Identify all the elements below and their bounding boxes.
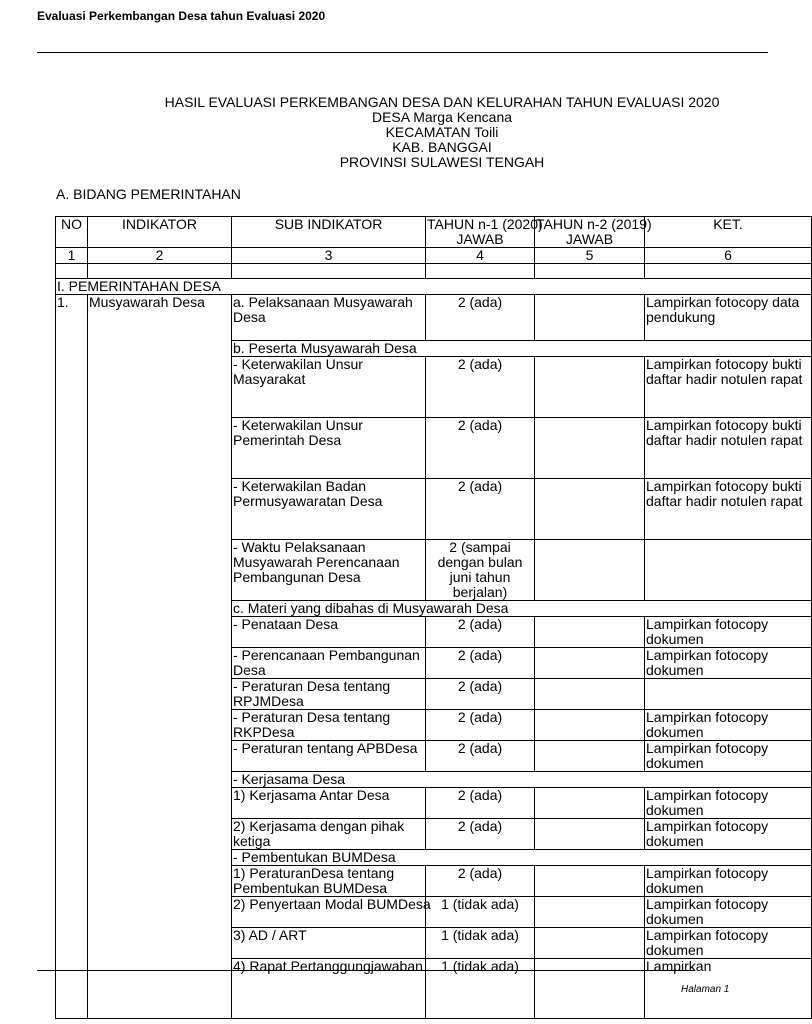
remark: Lampirkan bbox=[645, 959, 812, 1019]
regency-name: KAB. BANGGAI bbox=[392, 139, 492, 155]
table-row bbox=[56, 295, 812, 341]
remark: Lampirkan fotocopy dokumen bbox=[645, 788, 812, 819]
answer-n2 bbox=[535, 928, 645, 959]
sub-indicator: - Peraturan Desa tentang RPJMDesa bbox=[232, 679, 426, 710]
sub-indicator: 2) Penyertaan Modal BUMDesa bbox=[232, 897, 426, 928]
district-name: KECAMATAN Toili bbox=[385, 124, 499, 140]
answer-n1: 1 (tidak ada) bbox=[426, 897, 535, 928]
answer-n2 bbox=[535, 418, 645, 479]
sub-indicator: 2) Kerjasama dengan pihak ketiga bbox=[232, 819, 426, 850]
remark: Lampirkan fotocopy data pendukung bbox=[645, 295, 812, 341]
answer-n2 bbox=[535, 897, 645, 928]
answer-n2 bbox=[535, 710, 645, 741]
header-ket: KET. bbox=[645, 217, 812, 248]
header-tahun-n1-label: TAHUN n-1 (2020) bbox=[427, 216, 543, 232]
answer-n1: 2 (ada) bbox=[426, 648, 535, 679]
sub-indicator: - Peraturan tentang APBDesa bbox=[232, 741, 426, 772]
answer-n1: 2 (ada) bbox=[426, 418, 535, 479]
province-name: PROVINSI SULAWESI TENGAH bbox=[339, 154, 545, 170]
sub-indicator: - Penataan Desa bbox=[232, 617, 426, 648]
answer-n1: 2 (ada) bbox=[426, 866, 535, 897]
header-indikator: INDIKATOR bbox=[88, 217, 232, 248]
remark: Lampirkan fotocopy bukti daftar hadir notulen rapat bbox=[645, 479, 812, 540]
answer-n1: 2 (ada) bbox=[426, 788, 535, 819]
remark: Lampirkan fotocopy dokumen bbox=[645, 741, 812, 772]
answer-n2 bbox=[535, 959, 645, 1019]
header-tahun-n1-jawab: JAWAB bbox=[456, 231, 504, 247]
evaluation-table bbox=[55, 216, 812, 1019]
report-title-block bbox=[120, 95, 764, 170]
remark: Lampirkan fotocopy dokumen bbox=[645, 866, 812, 897]
sub-indicator: - Waktu Pelaksanaan Musyawarah Perencanaan Pembangunan Desa bbox=[232, 540, 426, 601]
header-divider bbox=[37, 52, 768, 53]
answer-n1: 2 (ada) bbox=[426, 357, 535, 418]
answer-n2 bbox=[535, 357, 645, 418]
indicator-name: Musyawarah Desa bbox=[88, 295, 232, 1019]
header-tahun-n2 bbox=[535, 216, 652, 248]
header-tahun-n1 bbox=[426, 216, 543, 248]
answer-n2 bbox=[535, 788, 645, 819]
answer-n1: 1 (tidak ada) bbox=[426, 928, 535, 959]
remark: Lampirkan fotocopy dokumen bbox=[645, 710, 812, 741]
sub-indicator: 1) Kerjasama Antar Desa bbox=[232, 788, 426, 819]
sub-indicator: - Perencanaan Pembangunan Desa bbox=[232, 648, 426, 679]
column-number: 1 bbox=[56, 248, 88, 264]
sub-indicator: - Keterwakilan Unsur Masyarakat bbox=[232, 357, 426, 418]
table-header-row bbox=[56, 217, 812, 248]
answer-n1: 2 (ada) bbox=[426, 479, 535, 540]
answer-n2 bbox=[535, 819, 645, 850]
header-no: NO bbox=[56, 217, 88, 248]
sub-indicator: - Keterwakilan Badan Permusyawaratan Desa bbox=[232, 479, 426, 540]
remark: Lampirkan fotocopy dokumen bbox=[645, 648, 812, 679]
answer-n1: 2 (ada) bbox=[426, 819, 535, 850]
answer-n1: 2 (ada) bbox=[426, 710, 535, 741]
column-number: 3 bbox=[232, 248, 426, 264]
sub-indicator: a. Pelaksanaan Musyawarah Desa bbox=[232, 295, 426, 341]
header-sub-indikator: SUB INDIKATOR bbox=[232, 217, 426, 248]
column-number: 6 bbox=[645, 248, 812, 264]
answer-n1: 2 (ada) bbox=[426, 295, 535, 341]
answer-n1: 2 (sampai dengan bulan juni tahun berjalan) bbox=[426, 540, 535, 601]
sub-indicator: - Keterwakilan Unsur Pemerintah Desa bbox=[232, 418, 426, 479]
remark bbox=[645, 540, 812, 601]
village-name: DESA Marga Kencana bbox=[371, 109, 513, 125]
sub-indicator: - Peraturan Desa tentang RKPDesa bbox=[232, 710, 426, 741]
answer-n1: 2 (ada) bbox=[426, 741, 535, 772]
section-heading: A. BIDANG PEMERINTAHAN bbox=[56, 186, 241, 202]
answer-n2 bbox=[535, 617, 645, 648]
answer-n2 bbox=[535, 295, 645, 341]
group-title-row bbox=[56, 279, 812, 295]
sub-indicator: 3) AD / ART bbox=[232, 928, 426, 959]
remark: Lampirkan fotocopy dokumen bbox=[645, 928, 812, 959]
answer-n1: 2 (ada) bbox=[426, 617, 535, 648]
sub-indicator: 1) PeraturanDesa tentang Pembentukan BUMDesa bbox=[232, 866, 426, 897]
subsection-label: b. Peserta Musyawarah Desa bbox=[232, 341, 812, 357]
blank-row bbox=[56, 264, 812, 279]
remark: Lampirkan fotocopy dokumen bbox=[645, 617, 812, 648]
remark: Lampirkan fotocopy bukti daftar hadir notulen rapat bbox=[645, 418, 812, 479]
page-number-label: Halaman 1 bbox=[681, 984, 730, 995]
answer-n2 bbox=[535, 679, 645, 710]
remark bbox=[645, 679, 812, 710]
remark: Lampirkan fotocopy bukti daftar hadir notulen rapat bbox=[645, 357, 812, 418]
subsection-label: - Kerjasama Desa bbox=[232, 772, 812, 788]
column-number: 5 bbox=[535, 248, 645, 264]
remark: Lampirkan fotocopy dokumen bbox=[645, 819, 812, 850]
row-number: 1. bbox=[56, 295, 88, 1019]
answer-n1: 2 (ada) bbox=[426, 679, 535, 710]
answer-n1: 1 (tidak ada) bbox=[426, 959, 535, 1019]
evaluation-table-container bbox=[55, 216, 803, 974]
sub-indicator: 4) Rapat Pertanggungjawaban bbox=[232, 959, 426, 1019]
answer-n2 bbox=[535, 648, 645, 679]
column-number: 4 bbox=[426, 248, 535, 264]
column-number-row bbox=[56, 248, 812, 264]
subsection-label: - Pembentukan BUMDesa bbox=[232, 850, 812, 866]
group-title: I. PEMERINTAHAN DESA bbox=[56, 279, 812, 295]
answer-n2 bbox=[535, 741, 645, 772]
answer-n2 bbox=[535, 479, 645, 540]
column-number: 2 bbox=[88, 248, 232, 264]
subsection-label: c. Materi yang dibahas di Musyawarah Desa bbox=[232, 601, 812, 617]
remark: Lampirkan fotocopy dokumen bbox=[645, 897, 812, 928]
answer-n2 bbox=[535, 540, 645, 601]
document-header-title: Evaluasi Perkembangan Desa tahun Evaluasi 2020 bbox=[37, 9, 326, 23]
header-tahun-n2-label: TAHUN n-2 (2019) bbox=[536, 216, 652, 232]
answer-n2 bbox=[535, 866, 645, 897]
report-title: HASIL EVALUASI PERKEMBANGAN DESA DAN KELURAHAN TAHUN EVALUASI 2020 bbox=[164, 94, 720, 110]
header-tahun-n2-jawab: JAWAB bbox=[565, 231, 614, 247]
footer-divider bbox=[37, 970, 694, 971]
